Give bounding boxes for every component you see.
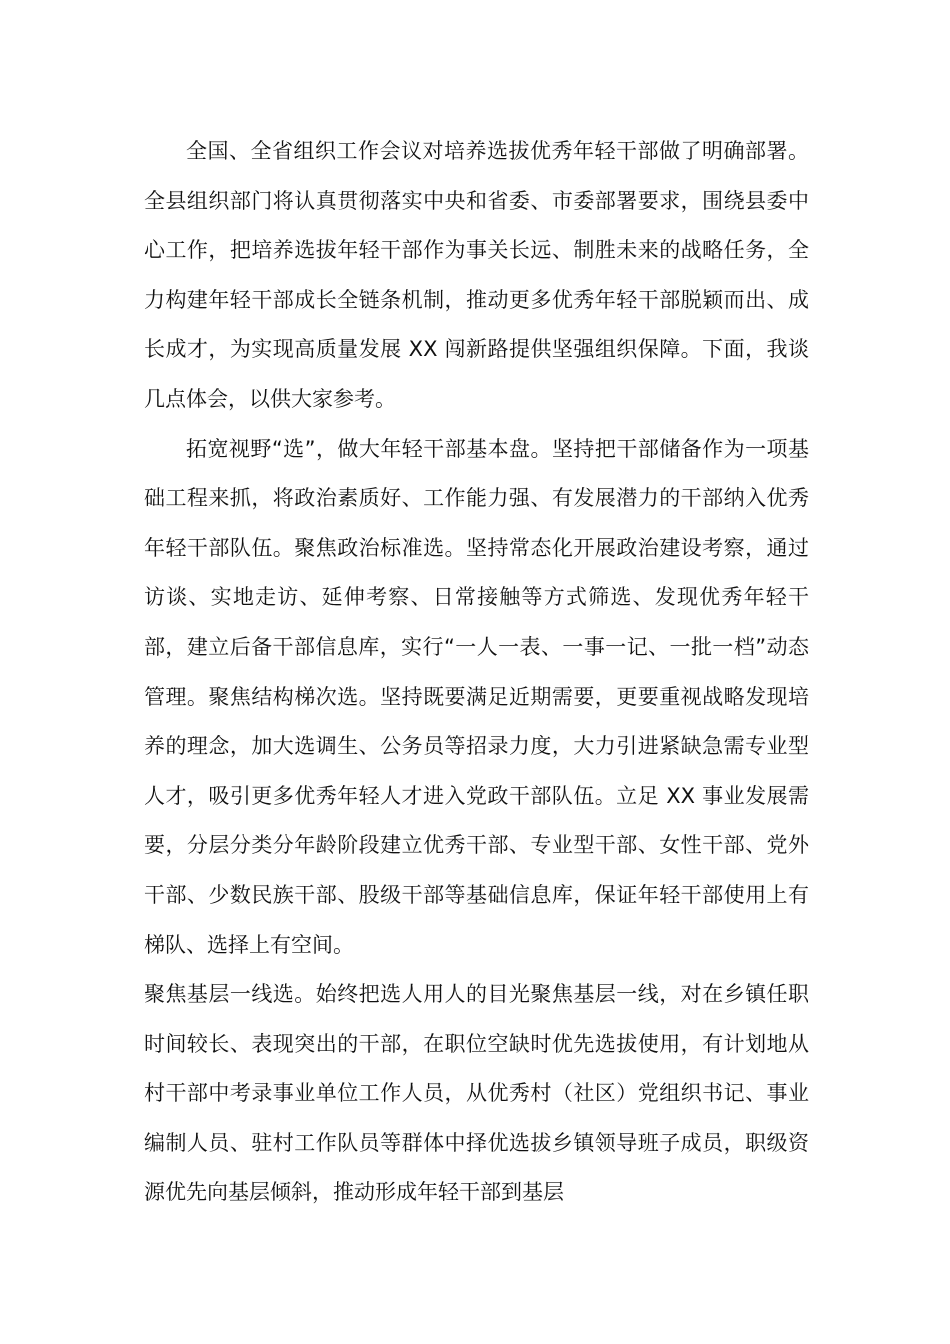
document-body [144,127,809,1218]
paragraph-opening: 全国、全省组织工作会议对培养选拔优秀年轻干部做了明确部署。全县组织部门将认真贯彻落实中央和省委、市委部署要求，围绕县委中心工作，把培养选拔年轻干部作为事关长远、制胜未来的战略任务，全力构建年轻干部成长全链条机制，推动更多优秀年轻干部脱颖而出、成长成才，为实现高质量发展 XX 闯新路提供坚强组织保障。下面，我谈几点体会，以供大家参考。 [144,139,809,411]
paragraph-broaden-vision: 拓宽视野“选”，做大年轻干部基本盘。坚持把干部储备作为一项基础工程来抓，将政治素质好、工作能力强、有发展潜力的干部纳入优秀年轻干部队伍。聚焦政治标准选。坚持常态化开展政治建设考察，通过访谈、实地走访、延伸考察、日常接触等方式筛选、发现优秀年轻干部，建立后备干部信息库，实行“一人一表、一事一记、一批一档”动态管理。聚焦结构梯次选。坚持既要满足近期需要，更要重视战略发现培养的理念，加大选调生、公务员等招录力度，大力引进紧缺急需专业型人才，吸引更多优秀年轻人才进入党政干部队伍。立足 XX 事业发展需要，分层分类分年龄阶段建立优秀干部、专业型干部、女性干部、党外干部、少数民族干部、股级干部等基础信息库，保证年轻干部使用上有梯队、选择上有空间。 [144,436,809,957]
paragraph-grassroots: 聚焦基层一线选。始终把选人用人的目光聚焦基层一线，对在乡镇任职时间较长、表现突出的干部，在职位空缺时优先选拔使用，有计划地从村干部中考录事业单位工作人员，从优秀村（社区）党组织书记、事业编制人员、驻村工作队员等群体中择优选拔乡镇领导班子成员，职级资源优先向基层倾斜，推动形成年轻干部到基层 [144,982,809,1205]
